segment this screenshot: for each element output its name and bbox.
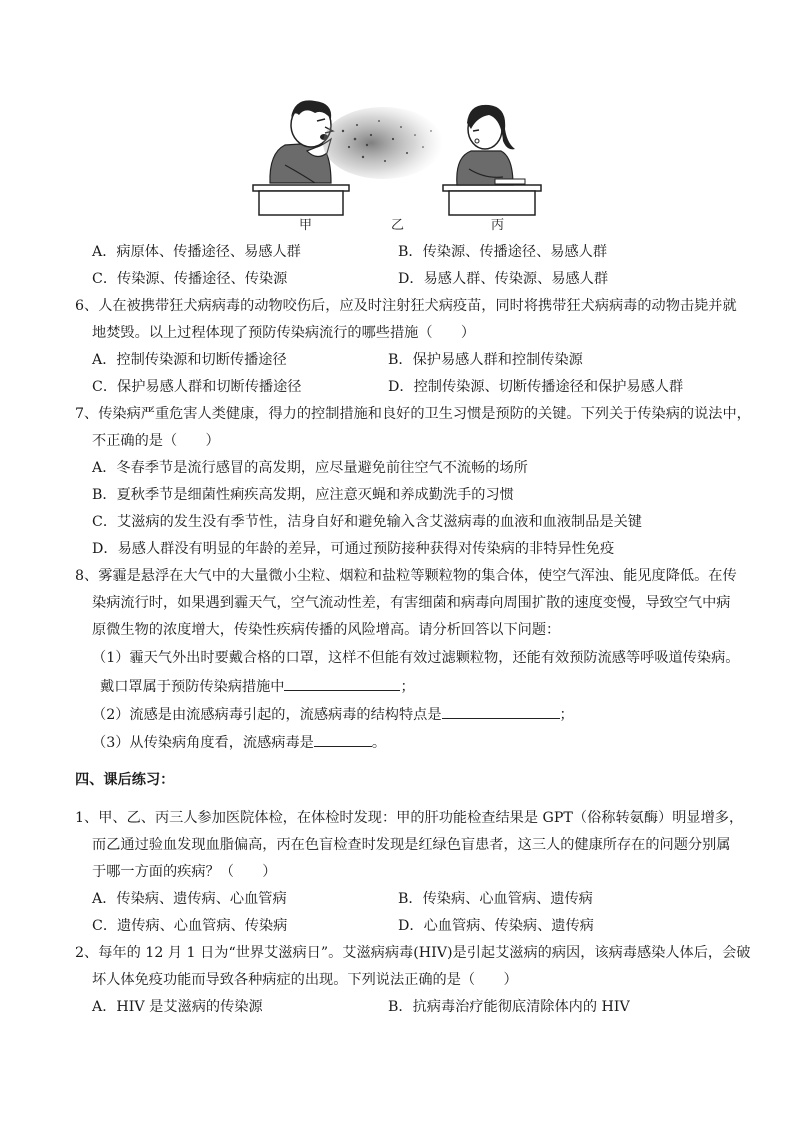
q8-sub1-line2 [100,676,415,697]
q8-sub1-answer-blank[interactable] [284,676,400,691]
p1-option-b: B．传染病、心血管病、遗传病 [398,891,593,907]
q6-stem-line2: 地焚毁。以上过程体现了预防传染病流行的哪些措施（ ） [92,325,476,341]
q8-sub3-prefix: （3）从传染病角度看，流感病毒是 [92,735,314,751]
q8-sub3-suffix: 。 [371,735,387,751]
figure-label-middle: 乙 [391,218,405,233]
q5-option-b: B．传染源、传播途径、易感人群 [398,244,608,260]
p2-stem-line1: 2、每年的 12 月 1 日为“世界艾滋病日”。艾滋病病毒(HIV)是引起艾滋病的病因，该病毒感染人体后，会破 [75,945,751,961]
q6-option-d: D．控制传染源、切断传播途径和保护易感人群 [388,379,684,395]
girl-figure [457,105,525,185]
section-heading: 四、课后练习： [75,772,175,788]
q7-option-b: B．夏秋季节是细菌性痢疾高发期，应注意灭蝇和养成勤洗手的习惯 [92,487,514,503]
p1-option-d: D．心血管病、传染病、遗传病 [398,918,594,934]
p1-stem-line3: 于哪一方面的疾病？（ ） [92,864,277,880]
q5-option-c: C．传染源、传播途径、传染源 [92,271,288,287]
q8-sub1-suffix: ； [400,679,415,695]
figure-label-right: 丙 [491,218,505,233]
q6-option-c: C．保护易感人群和切断传播途径 [92,379,302,395]
q8-sub1-line1: （1）霾天气外出时要戴合格的口罩，这样不但能有效过滤颗粒物，还能有效预防流感等呼吸道传染病。 [92,650,740,666]
q7-option-d: D．易感人群没有明显的年龄的差异，可通过预防接种获得对传染病的非特异性免疫 [92,541,615,557]
q6-option-b: B．保护易感人群和控制传染源 [388,352,583,368]
q7-option-c: C．艾滋病的发生没有季节性，洁身自好和避免输入含艾滋病毒的血液和血液制品是关键 [92,514,642,530]
p1-stem-line1: 1、甲、乙、丙三人参加医院体检，在体检时发现：甲的肝功能检查结果是 GPT（俗称转氨酶）明显增多， [75,810,744,826]
p2-option-a: A．HIV 是艾滋病的传染源 [92,999,263,1015]
q8-stem-line3: 原微生物的浓度增大，传染性疾病传播的风险增高。请分析回答以下问题： [92,622,561,638]
q7-stem-line1: 7、传染病严重危害人类健康，得力的控制措施和良好的卫生习惯是预防的关键。下列关于传染病的说法中， [75,406,751,422]
sneeze-illustration [245,95,555,235]
q8-sub3-answer-blank[interactable] [314,732,372,747]
q8-stem-line1: 8、雾霾是悬浮在大气中的大量微小尘粒、烟粒和盐粒等颗粒物的集合体，使空气浑浊、能见度降低。在传 [75,568,737,584]
q8-stem-line2: 染病流行时，如果遇到霾天气，空气流动性差，有害细菌和病毒向周围扩散的速度变慢，导致空气中病 [92,595,731,611]
q7-option-a: A．冬春季节是流行感冒的高发期，应尽量避免前往空气不流畅的场所 [92,460,528,476]
q8-sub1-prefix: 戴口罩属于预防传染病措施中 [100,679,285,695]
q8-sub2-prefix: （2）流感是由流感病毒引起的，流感病毒的结构特点是 [92,707,442,723]
p1-option-a: A．传染病、遗传病、心血管病 [92,891,287,907]
p1-stem-line2: 而乙通过验血发现血脂偏高，丙在色盲检查时发现是红绿色盲患者，这三人的健康所存在的问题分别属 [92,837,731,853]
sneeze-spray [323,107,443,179]
p1-option-c: C．遗传病、心血管病、传染病 [92,918,288,934]
q8-sub2-answer-blank[interactable] [442,704,560,719]
left-desk [253,185,349,215]
right-desk [443,185,541,215]
q8-sub2-suffix: ； [559,707,574,723]
q7-stem-line2: 不正确的是（ ） [92,433,220,449]
q5-option-a: A．病原体、传播途径、易感人群 [92,244,301,260]
q8-sub3-line [92,732,386,753]
q8-sub2-line [92,704,574,725]
q6-option-a: A．控制传染源和切断传播途径 [92,352,287,368]
p2-option-b: B．抗病毒治疗能彻底清除体内的 HIV [388,999,630,1015]
p2-stem-line2: 坏人体免疫功能而导致各种病症的出现。下列说法正确的是（ ） [92,972,518,988]
q6-stem-line1: 6、人在被携带狂犬病病毒的动物咬伤后，应及时注射狂犬病疫苗，同时将携带狂犬病病毒的动物击毙并就 [75,298,737,314]
q5-option-d: D．易感人群、传染源、易感人群 [398,271,609,287]
figure-label-left: 甲 [299,218,313,233]
